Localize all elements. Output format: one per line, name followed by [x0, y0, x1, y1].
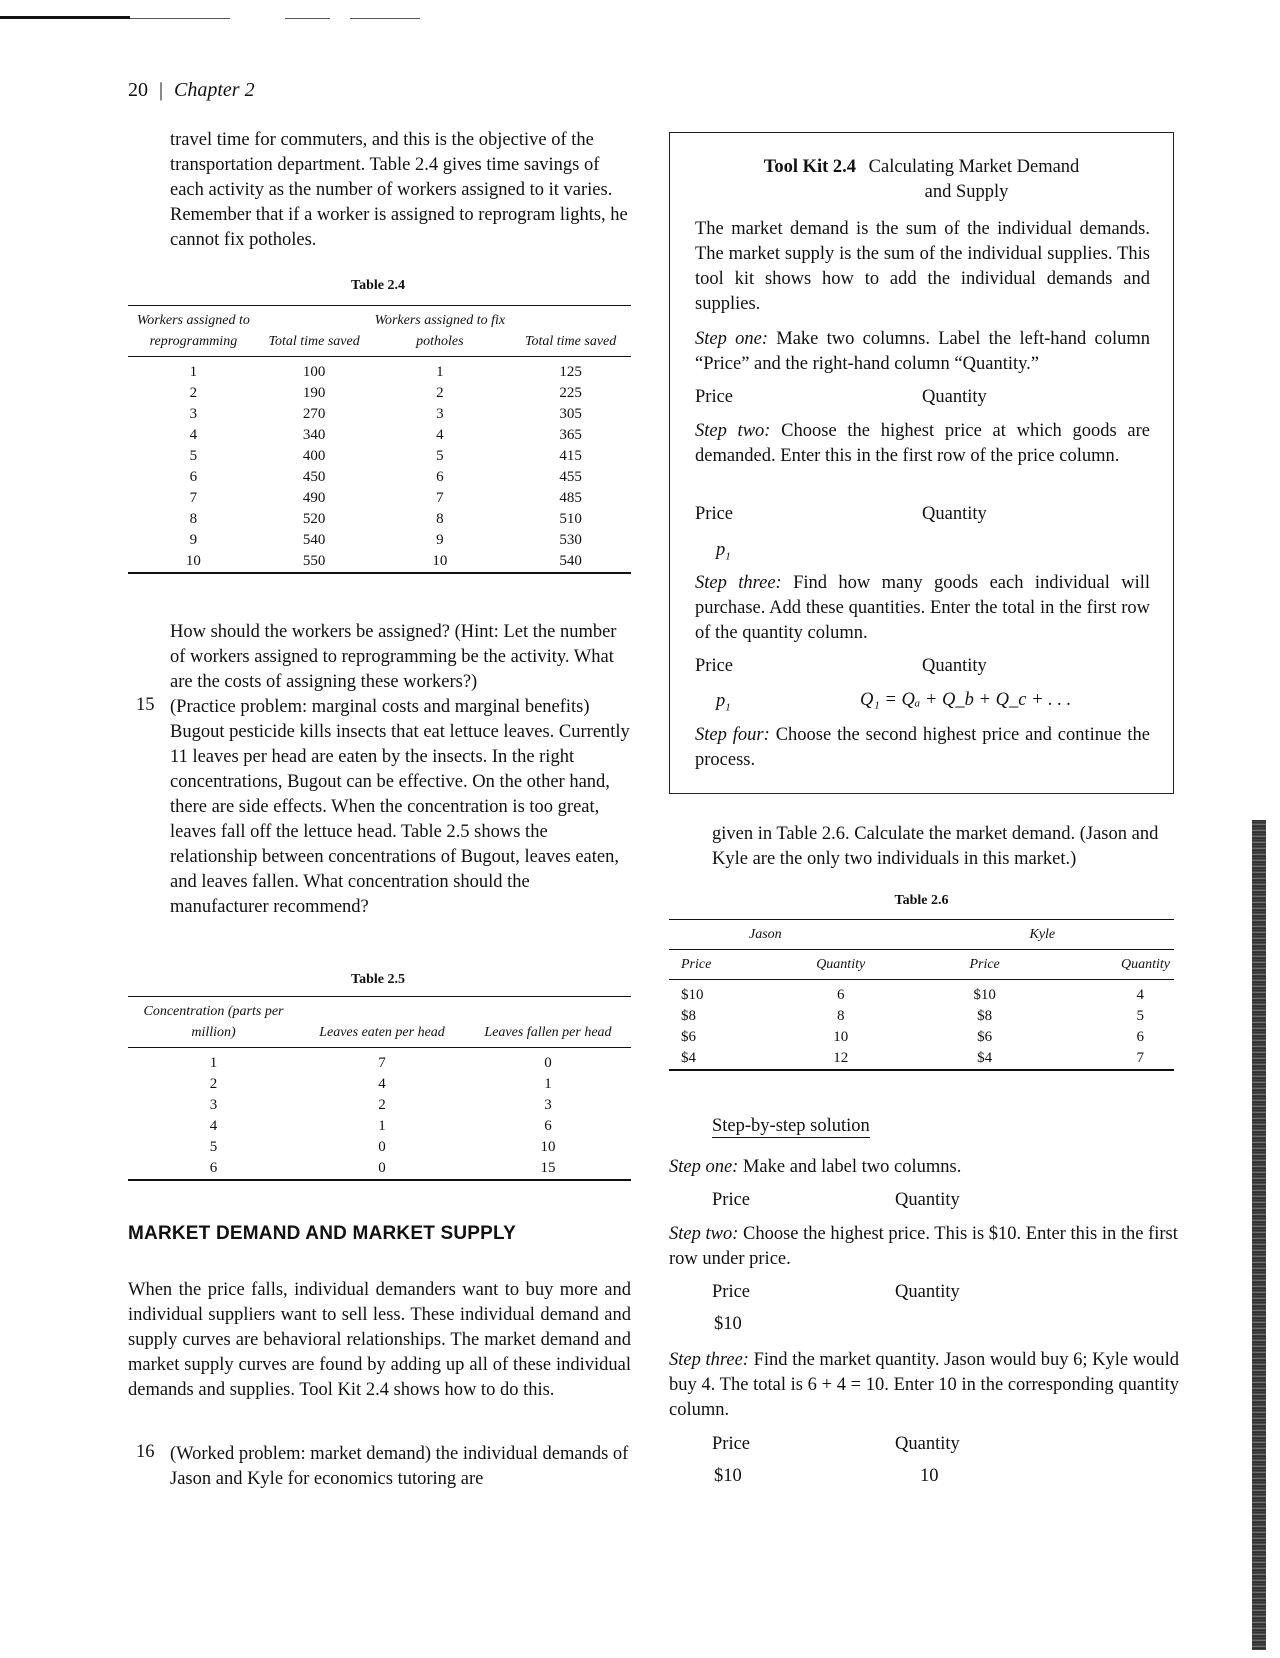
header-separator: |: [159, 79, 164, 101]
table-cell: 1: [544, 1075, 552, 1092]
table-cell: 6: [544, 1117, 552, 1134]
table-row: [128, 383, 631, 404]
table-body: [128, 357, 631, 573]
table-cell: 5: [436, 447, 444, 464]
step-text: Choose the second highest price and continue the process.: [695, 725, 1151, 770]
tool-kit-step-four: [695, 723, 1150, 773]
table-row: [128, 1116, 631, 1137]
table-cell: 8: [189, 510, 198, 527]
table-row: [669, 1048, 1174, 1070]
table-header: Total time saved: [524, 334, 617, 349]
price-label: Price: [712, 1282, 751, 1302]
table-cell: 1: [378, 1117, 386, 1134]
table-header: Price: [969, 957, 1000, 972]
table-row: [128, 551, 631, 573]
table-cell: 6: [209, 1159, 218, 1176]
table-header: Quantity: [816, 957, 866, 972]
table-cell: 7: [436, 489, 444, 506]
table-header: Leaves fallen per head: [484, 1025, 612, 1040]
table-row: [128, 1137, 631, 1158]
price-label: Price: [712, 1434, 751, 1454]
table-cell: 3: [209, 1096, 218, 1113]
table-row: [128, 1095, 631, 1116]
table-cell: 6: [189, 468, 198, 485]
tool-kit-step-three: [695, 571, 1150, 646]
step-label: Step three:: [695, 573, 782, 593]
table-row: [128, 1074, 631, 1095]
quantity-label: Quantity: [922, 656, 987, 676]
table-2-5: [128, 997, 631, 1181]
table-cell: 1: [436, 363, 444, 380]
section-paragraph: When the price falls, individual demanders want to buy more and individual suppliers want to sell less. These individual demand and supply curves are behavioral relationships. The market demand and market supply curves are found by adding up all of these individual demands and supplies. Tool Kit 2.4 shows how to do this.: [128, 1280, 631, 1400]
table-cell: 0: [378, 1159, 386, 1176]
table-cell: 305: [559, 405, 582, 422]
table-cell: 2: [378, 1096, 386, 1113]
problem-15-text: (Practice problem: marginal costs and marginal benefits) Bugout pesticide kills insects that eat lettuce leaves. Currently 11 leaves per head are eaten by the insects. In the right concentrations, Bugout can be effective. On the other hand, there are side effects. When the concentration is too great, leaves fall off the lettuce head. Table 2.5 shows the relationship between concentrations of Bugout, leaves eaten, and leaves fallen. What concentration should the manufacturer recommend?: [170, 697, 630, 917]
step-label: Step two:: [669, 1224, 739, 1244]
table-cell: 6: [1136, 1028, 1144, 1045]
p1-symbol: [716, 691, 731, 714]
table-2-4-caption: Table 2.4: [351, 278, 405, 293]
table-cell: 520: [302, 510, 326, 527]
scan-binding-edge: [1252, 820, 1266, 1650]
table-row: [128, 446, 631, 467]
table-cell: $10: [681, 986, 704, 1003]
table-2-6: [669, 920, 1174, 1071]
table-cell: 510: [559, 510, 582, 527]
table-cell: 2: [436, 384, 444, 401]
section-heading: MARKET DEMAND AND MARKET SUPPLY: [128, 1223, 516, 1244]
table-cell: 125: [559, 363, 582, 380]
table-cell: 2: [189, 384, 198, 401]
step-label: Step three:: [669, 1350, 749, 1370]
table-body: [669, 980, 1174, 1070]
table-cell: 10: [540, 1138, 556, 1155]
table-cell: 3: [189, 405, 198, 422]
table-row: [128, 425, 631, 446]
price-label: Price: [712, 1190, 751, 1210]
table-cell: 100: [302, 363, 326, 380]
price-value: $10: [714, 1314, 742, 1334]
p1-symbol: [716, 540, 731, 563]
table-cell: 6: [836, 986, 845, 1003]
quantity-label: Quantity: [922, 387, 987, 407]
table-row: [128, 1048, 631, 1074]
table-cell: 540: [302, 531, 326, 548]
table-cell: 365: [559, 426, 582, 443]
step-label: Step one:: [695, 329, 768, 349]
quantity-label: Quantity: [922, 504, 987, 524]
step-label: Step two:: [695, 421, 771, 441]
table-cell: 1: [209, 1054, 218, 1071]
p-symbol: p: [716, 691, 726, 711]
problem-number: 15: [136, 695, 155, 715]
table-cell: 8: [436, 510, 444, 527]
problem-number: 16: [136, 1442, 155, 1462]
table-cell: $4: [681, 1049, 696, 1066]
quantity-formula: Q₁ = Qₐ + Q_b + Q_c + . . .: [860, 690, 1072, 710]
table-cell: 225: [559, 384, 582, 401]
table-cell: 415: [559, 447, 582, 464]
price-label: Price: [695, 504, 734, 524]
tool-kit-title-line1: Calculating Market Demand: [868, 157, 1080, 177]
solution-heading: Step-by-step solution: [712, 1116, 870, 1136]
table-cell: 9: [436, 531, 444, 548]
table-group-header: Jason: [669, 920, 921, 950]
table-row: [669, 1027, 1174, 1048]
table-cell: $8: [681, 1007, 696, 1024]
table-row: [128, 357, 631, 383]
table-header: Workers assigned to fix potholes: [374, 313, 506, 349]
problem-16-text: (Worked problem: market demand) the individual demands of Jason and Kyle for economics tutoring are: [170, 1444, 629, 1489]
tool-kit-title: [670, 155, 1173, 205]
tool-kit-box: [669, 132, 1174, 794]
table-cell: 7: [1136, 1049, 1144, 1066]
quantity-value: 10: [920, 1466, 939, 1486]
scan-top-dash: [285, 18, 330, 19]
price-label: Price: [695, 656, 734, 676]
table-cell: 4: [1136, 986, 1144, 1003]
table-cell: 530: [559, 531, 582, 548]
intro-paragraph: travel time for commuters, and this is the objective of the transportation department. Table 2.4 gives time savings of each activity as the number of workers assigned to it varies. Remember that if a worker is assigned to reprogram lights, he cannot fix potholes.: [170, 130, 628, 250]
chapter-title: Chapter 2: [174, 79, 255, 101]
table-cell: 3: [436, 405, 444, 422]
scan-top-rule-thin: [130, 18, 230, 19]
table-cell: 340: [302, 426, 326, 443]
table-cell: $6: [681, 1028, 696, 1045]
table-cell: 5: [209, 1138, 218, 1155]
solution-step-two: [669, 1222, 1179, 1272]
table-cell: 4: [209, 1117, 218, 1134]
table-cell: 3: [544, 1096, 552, 1113]
tool-kit-intro: The market demand is the sum of the individual demands. The market supply is the sum of the individual supplies. This tool kit shows how to add the individual demands and supplies.: [695, 219, 1150, 314]
step-text: Choose the highest price at which goods are demanded. Enter this in the first row of the price column.: [695, 421, 1151, 466]
table-cell: 10: [185, 552, 201, 569]
tool-kit-step-two: [695, 419, 1150, 469]
quantity-label: Quantity: [895, 1190, 960, 1210]
table-cell: 8: [836, 1007, 845, 1024]
step-text: Find how many goods each individual will purchase. Add these quantities. Enter the total in the first row of the quantity column.: [695, 573, 1150, 643]
step-label: Step one:: [669, 1157, 739, 1177]
table-2-4: [128, 306, 631, 574]
scan-top-rule: [0, 16, 130, 19]
table-cell: $8: [977, 1007, 993, 1024]
table-cell: 7: [189, 489, 198, 506]
step-text: Choose the highest price. This is $10. Enter this in the first row under price.: [669, 1224, 1178, 1269]
table-row: [128, 467, 631, 488]
table-cell: 540: [559, 552, 582, 569]
table-cell: 270: [302, 405, 326, 422]
table-cell: $4: [977, 1049, 993, 1066]
table-cell: 9: [189, 531, 198, 548]
table-cell: 455: [559, 468, 582, 485]
table-cell: 10: [833, 1028, 849, 1045]
solution-step-three: [669, 1348, 1179, 1423]
table-cell: 490: [302, 489, 326, 506]
step-text: Make two columns. Label the left-hand column “Price” and the right-hand column “Quantity.”: [695, 329, 1151, 374]
table-cell: 4: [189, 426, 198, 443]
table-header: Quantity: [1121, 957, 1170, 972]
table-header: Price: [681, 957, 712, 972]
table-group-header: Kyle: [921, 920, 1174, 950]
table-cell: 1: [189, 363, 198, 380]
solution-step-one: [669, 1155, 1179, 1180]
table-cell: 0: [544, 1054, 552, 1071]
table-cell: 190: [302, 384, 326, 401]
table-cell: $6: [977, 1028, 993, 1045]
table-row: [128, 404, 631, 425]
table-cell: 5: [1136, 1007, 1144, 1024]
page-number: 20: [128, 79, 148, 101]
table-cell: 4: [436, 426, 444, 443]
tool-kit-step-one: [695, 327, 1150, 377]
table-row: [128, 509, 631, 530]
table-cell: 0: [378, 1138, 386, 1155]
table-row: [669, 980, 1174, 1006]
table-header: Leaves eaten per head: [319, 1025, 445, 1040]
question-paragraph: How should the workers be assigned? (Hint: Let the number of workers assigned to reprogramming be the activity. What are the costs of assigning these workers?): [170, 622, 617, 692]
table-cell: $10: [973, 986, 996, 1003]
table-cell: 6: [436, 468, 444, 485]
table-row: [128, 488, 631, 509]
table-cell: 485: [559, 489, 582, 506]
table-cell: 7: [378, 1054, 386, 1071]
table-row: [669, 1006, 1174, 1027]
scan-top-dash: [350, 18, 420, 19]
quantity-label: Quantity: [895, 1434, 960, 1454]
table-body: [128, 1048, 631, 1180]
table-cell: 10: [432, 552, 448, 569]
table-header: Total time saved: [268, 334, 360, 349]
step-label: Step four:: [695, 725, 770, 745]
p-subscript: 1: [725, 701, 731, 714]
table-header: Concentration (parts per million): [143, 1004, 284, 1040]
step-text: Find the market quantity. Jason would buy 6; Kyle would buy 4. The total is 6 + 4 = 10. Enter 10 in the corresponding quantity column.: [669, 1350, 1179, 1420]
table-2-6-caption: Table 2.6: [894, 893, 949, 908]
table-cell: 5: [189, 447, 198, 464]
table-2-5-caption: Table 2.5: [351, 972, 405, 987]
quantity-label: Quantity: [895, 1282, 960, 1302]
price-label: Price: [695, 387, 734, 407]
table-cell: 12: [833, 1049, 849, 1066]
table-cell: 550: [302, 552, 326, 569]
p-symbol: p: [716, 540, 726, 560]
step-text: Make and label two columns.: [742, 1157, 962, 1177]
table-cell: 400: [302, 447, 326, 464]
table-cell: 4: [378, 1075, 386, 1092]
tool-kit-label: Tool Kit 2.4: [763, 157, 857, 177]
table-header: Workers assigned to reprogramming: [136, 313, 250, 349]
table-cell: 2: [209, 1075, 218, 1092]
price-value: $10: [714, 1466, 742, 1486]
table-row: [128, 1158, 631, 1180]
tool-kit-title-line2: and Supply: [924, 182, 1009, 202]
running-header: [128, 79, 255, 102]
problem-16-continuation: given in Table 2.6. Calculate the market demand. (Jason and Kyle are the only two individuals in this market.): [712, 824, 1159, 869]
table-row: [128, 530, 631, 551]
table-cell: 15: [540, 1159, 556, 1176]
table-cell: 450: [302, 468, 326, 485]
p-subscript: 1: [725, 550, 731, 563]
